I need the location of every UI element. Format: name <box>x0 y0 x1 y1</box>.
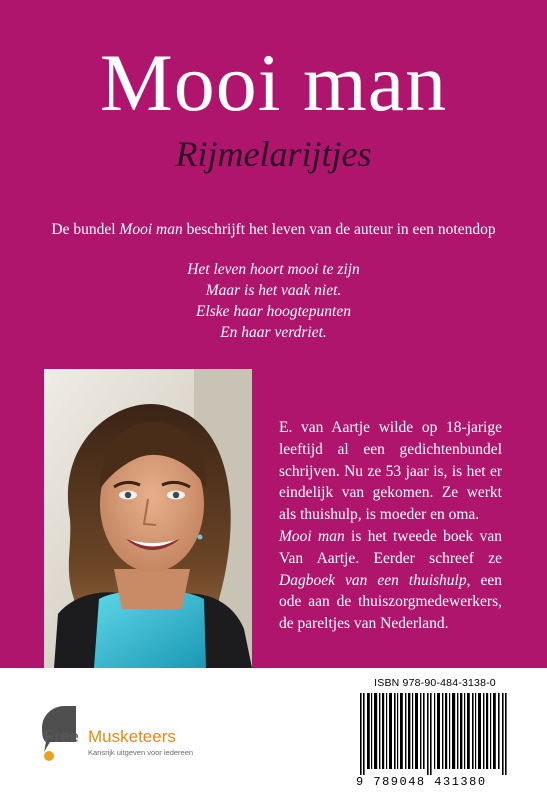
barcode-icon <box>360 693 510 775</box>
publisher-slogan: Kansrijk uitgeven voor iedereen <box>88 748 194 757</box>
poem-line: Elske haar hoogtepunten <box>196 303 351 320</box>
author-photo <box>44 369 252 668</box>
tagline-title: Mooi man <box>119 221 183 238</box>
poem-line: En haar verdriet. <box>220 324 327 341</box>
book-title: Mooi man <box>99 37 448 128</box>
author-portrait-image <box>44 369 252 668</box>
publisher-name-musketeers: Musketeers <box>88 727 176 746</box>
isbn-label: ISBN 978-90-484-3138-0 <box>374 677 496 689</box>
tagline-before: De bundel <box>51 221 120 238</box>
isbn-barcode-block <box>352 673 518 790</box>
bio-text: is het tweede boek van Van Aartje. Eerder schreef ze <box>279 527 502 567</box>
author-bio <box>279 417 502 635</box>
book-subtitle: Rijmelarijtjes <box>175 134 372 174</box>
publisher-name-free: Free <box>44 727 79 746</box>
barcode-digits: 9 789048 431380 <box>356 775 487 789</box>
bio-text: , een ode aan de thuiszorgmedewerkers, de pareltjes van Nederland. <box>279 571 502 633</box>
poem-line: Maar is het vaak niet. <box>205 282 342 299</box>
bio-paragraph <box>279 526 502 635</box>
bio-book-title-2: Dagboek van een thuishulp <box>279 571 467 589</box>
tagline-after: beschrijft het leven van de auteur in een notendop <box>182 221 496 238</box>
bio-book-title: Mooi man <box>279 527 345 545</box>
publisher-logo <box>36 696 236 776</box>
poem-line: Het leven hoort mooi te zijn <box>187 261 360 278</box>
back-strip <box>0 668 547 800</box>
book-tagline <box>0 219 547 241</box>
poem-excerpt <box>0 259 547 343</box>
bio-paragraph: E. van Aartje wilde op 18-jarige leeftijd al een gedichtenbundel schrijven. Nu ze 53 jaar is, is het er eindelijk van gekomen. Ze werkt als thuishulp, is moeder en oma. <box>279 419 502 524</box>
